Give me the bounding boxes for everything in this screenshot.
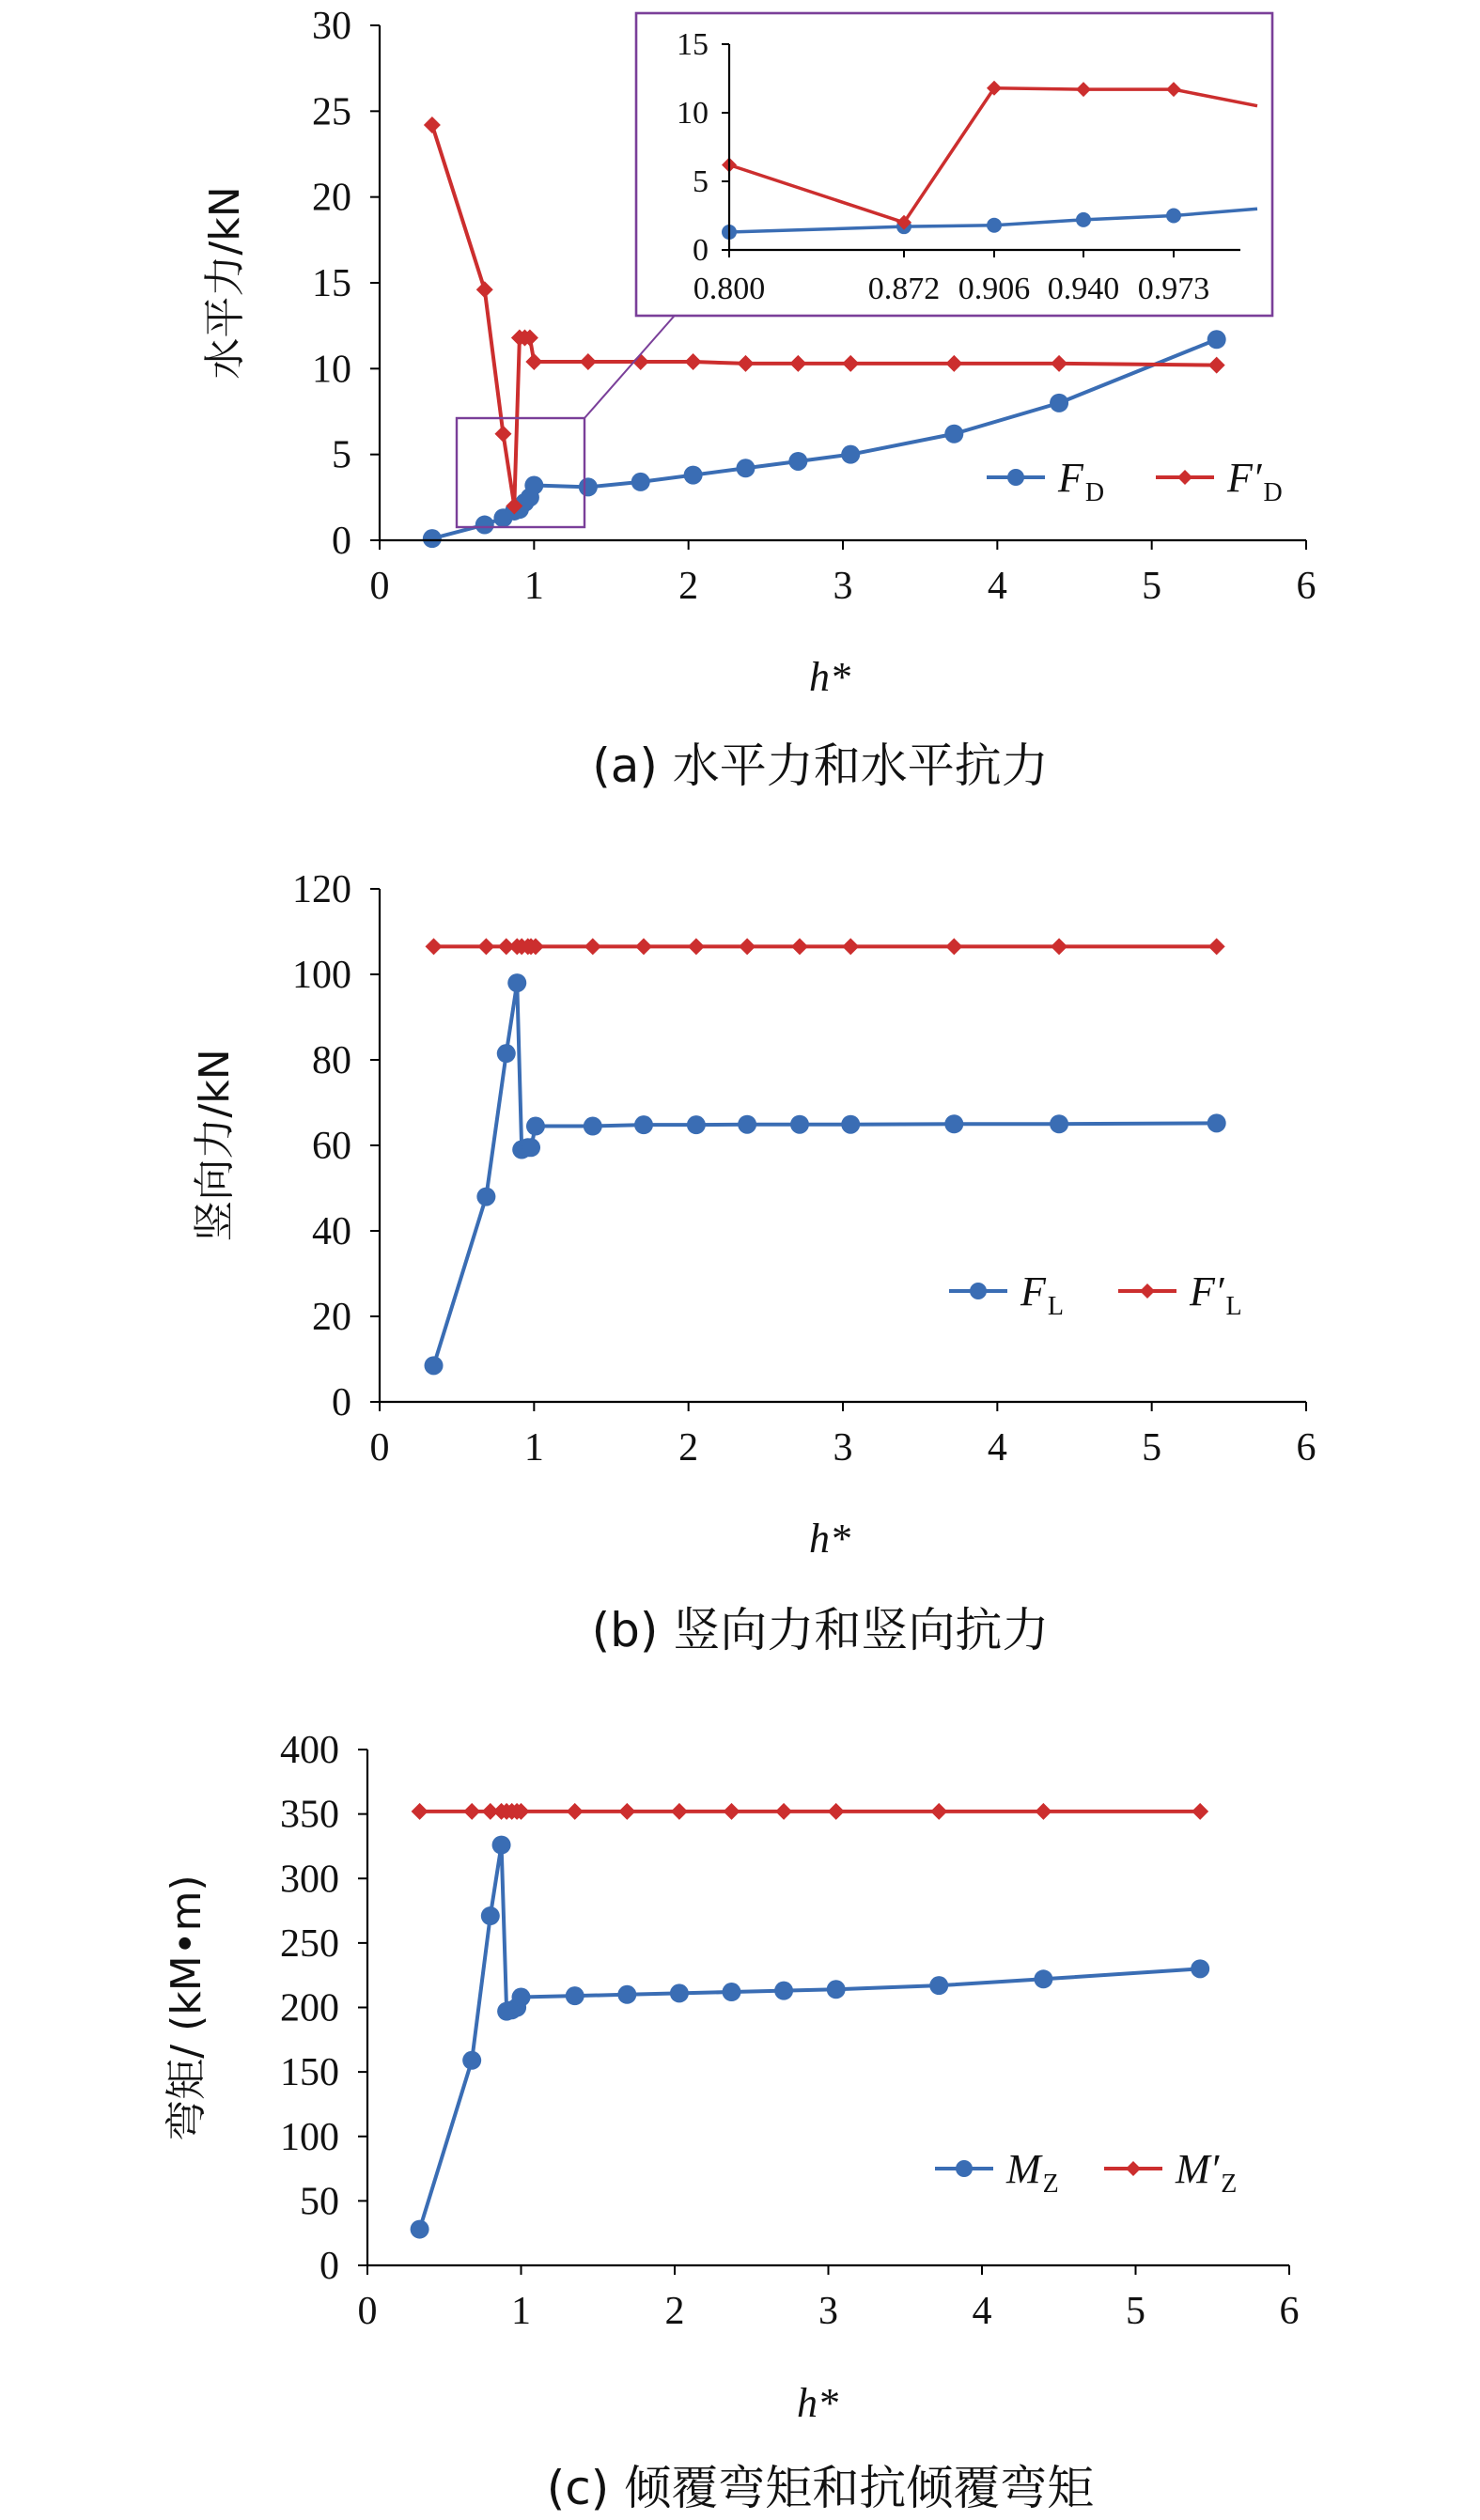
data-point	[634, 1115, 653, 1134]
x-tick-label: 1	[511, 2290, 531, 2333]
data-point	[1035, 1803, 1052, 1820]
legend-label	[1057, 455, 1104, 507]
data-point	[723, 1803, 740, 1820]
y-tick-label: 100	[280, 2115, 339, 2159]
inset-y-tick-label: 10	[677, 96, 709, 131]
data-point	[424, 117, 441, 133]
data-point	[945, 938, 962, 955]
x-tick-label: 5	[1142, 1426, 1162, 1470]
x-tick-label: 2	[678, 565, 699, 608]
legend-label-sub: D	[1084, 478, 1105, 507]
data-point	[1051, 355, 1067, 372]
y-tick-label: 200	[280, 1986, 339, 2030]
legend-label	[1020, 1268, 1064, 1321]
data-point	[475, 516, 494, 535]
caption-c: (c) 倾覆弯矩和抗倾覆弯矩	[546, 2461, 1095, 2515]
data-point	[522, 1138, 540, 1157]
x-axis-title-c: h*	[797, 2380, 838, 2426]
data-point	[512, 1988, 531, 2007]
data-point	[1207, 330, 1226, 349]
inset-y-tick-label: 5	[693, 164, 709, 199]
data-point	[736, 459, 755, 477]
data-point	[492, 1836, 511, 1855]
legend-label	[1226, 455, 1283, 507]
data-point	[426, 938, 443, 955]
legend-label	[1189, 1268, 1242, 1321]
legend-label-main: F	[1020, 1268, 1046, 1314]
legend-marker	[1007, 469, 1024, 486]
inset-x-tick-label: 0.940	[1047, 272, 1120, 306]
x-tick-label: 5	[1142, 565, 1162, 608]
y-tick-label: 20	[312, 1296, 351, 1339]
y-axis-title-b: 竖向力/kN	[191, 1049, 239, 1242]
data-point	[930, 1803, 947, 1820]
inset-data-point	[987, 218, 1002, 233]
inset-data-point	[1166, 209, 1181, 224]
data-point	[1192, 1803, 1208, 1820]
y-tick-label: 15	[312, 262, 351, 305]
data-point	[944, 1114, 963, 1133]
legend-label-main: F	[1058, 455, 1083, 501]
x-tick-label: 3	[833, 565, 853, 608]
data-point	[476, 281, 493, 298]
caption-a: (a) 水平力和水平抗力	[592, 739, 1049, 793]
series-line	[432, 339, 1217, 538]
data-point	[507, 973, 526, 992]
legend-label-sub: Z	[1042, 2170, 1059, 2199]
x-axis-title-a: h*	[809, 654, 850, 700]
data-point	[525, 353, 542, 370]
data-point	[671, 1803, 688, 1820]
x-tick-label: 4	[987, 565, 1007, 608]
y-tick-label: 10	[312, 348, 351, 392]
data-point	[1050, 394, 1068, 412]
x-axis-title-b: h*	[809, 1516, 850, 1562]
x-tick-label: 0	[369, 1426, 390, 1470]
chart-panel-b	[191, 868, 1316, 1657]
caption-b: (b) 竖向力和竖向抗力	[591, 1603, 1050, 1657]
data-point	[477, 938, 494, 955]
data-point	[944, 425, 963, 443]
x-tick-label: 0	[357, 2290, 378, 2333]
x-tick-label: 6	[1296, 1426, 1316, 1470]
data-point	[790, 1115, 809, 1134]
data-point	[670, 1983, 689, 2002]
y-tick-label: 0	[319, 2245, 339, 2288]
data-point	[579, 477, 598, 496]
x-tick-label: 2	[678, 1426, 699, 1470]
data-point	[827, 1980, 846, 1999]
data-point	[945, 355, 962, 372]
y-tick-label: 150	[280, 2051, 339, 2095]
legend-marker	[1177, 470, 1192, 485]
data-point	[526, 1117, 545, 1136]
inset-y-tick-label: 0	[693, 233, 709, 268]
x-tick-label: 0	[369, 565, 390, 608]
legend-label-main: M′	[1176, 2146, 1220, 2192]
series-line	[434, 983, 1217, 1365]
data-point	[774, 1982, 793, 2000]
legend-c	[935, 2146, 1237, 2199]
inset-data-point	[1076, 212, 1091, 227]
legend-label-main: M	[1006, 2146, 1041, 2192]
x-tick-label: 5	[1126, 2290, 1145, 2333]
data-point	[567, 1803, 584, 1820]
data-point	[722, 1983, 740, 2001]
x-tick-label: 4	[987, 1426, 1007, 1470]
legend-label-sub: Z	[1221, 2170, 1238, 2199]
inset-panel	[636, 13, 1272, 316]
legend-marker	[956, 2160, 973, 2177]
data-point	[842, 938, 859, 955]
y-tick-label: 350	[280, 1793, 339, 1837]
legend-label	[1005, 2146, 1059, 2199]
x-tick-label: 1	[523, 1426, 544, 1470]
x-tick-label: 2	[664, 2290, 685, 2333]
chart-panel-a	[201, 5, 1316, 793]
data-point	[841, 1115, 860, 1134]
legend-label-sub: L	[1047, 1292, 1064, 1321]
y-tick-label: 400	[280, 1729, 339, 1772]
y-tick-label: 30	[312, 5, 351, 48]
chart-panel-c	[163, 1729, 1300, 2515]
legend-a	[987, 455, 1283, 507]
y-tick-label: 250	[280, 1921, 339, 1966]
legend-marker	[970, 1283, 987, 1299]
data-point	[617, 1985, 636, 2004]
legend-marker	[1140, 1283, 1155, 1299]
data-point	[684, 466, 703, 485]
data-point	[685, 353, 702, 370]
data-point	[580, 353, 597, 370]
inset-x-tick-label: 0.906	[958, 272, 1031, 306]
data-point	[1208, 938, 1225, 955]
y-tick-label: 50	[300, 2180, 339, 2224]
data-point	[635, 938, 652, 955]
data-point	[687, 1115, 706, 1134]
data-point	[423, 529, 442, 548]
y-tick-label: 300	[280, 1858, 339, 1902]
data-point	[1207, 1113, 1226, 1132]
data-point	[842, 355, 859, 372]
data-point	[411, 2220, 429, 2239]
legend-marker	[1126, 2161, 1141, 2176]
data-point	[497, 1044, 516, 1063]
data-point	[841, 445, 860, 464]
legend-label-main: F′	[1190, 1268, 1224, 1314]
data-point	[481, 1906, 500, 1925]
y-tick-label: 80	[312, 1039, 351, 1082]
data-point	[1051, 938, 1067, 955]
data-point	[618, 1803, 635, 1820]
legend-b	[949, 1268, 1242, 1321]
data-point	[1050, 1114, 1068, 1133]
y-axis-title-a: 水平力/kN	[201, 186, 249, 380]
x-tick-label: 1	[523, 565, 544, 608]
legend-label	[1175, 2146, 1237, 2199]
x-tick-label: 4	[972, 2290, 992, 2333]
y-axis-title-c: 弯矩/ (kM•m)	[163, 1874, 210, 2141]
data-point	[524, 476, 543, 495]
x-tick-label: 3	[818, 2290, 838, 2333]
y-tick-label: 5	[332, 433, 351, 477]
series-line	[420, 1845, 1201, 2230]
data-point	[476, 1188, 495, 1206]
data-point	[584, 938, 601, 955]
x-tick-label: 3	[833, 1426, 853, 1470]
data-point	[425, 1356, 444, 1375]
y-tick-label: 100	[292, 954, 351, 997]
y-tick-label: 0	[332, 1381, 351, 1424]
data-point	[737, 355, 754, 372]
data-point	[929, 1976, 948, 1995]
inset-x-tick-label: 0.872	[867, 272, 941, 306]
data-point	[566, 1986, 584, 2005]
data-point	[631, 473, 650, 491]
data-point	[688, 938, 705, 955]
data-point	[791, 938, 808, 955]
data-point	[789, 355, 806, 372]
y-tick-label: 120	[292, 868, 351, 911]
data-point	[1034, 1969, 1052, 1988]
x-tick-label: 6	[1279, 2290, 1300, 2333]
data-point	[1208, 357, 1225, 374]
data-point	[788, 452, 807, 471]
y-tick-label: 0	[332, 520, 351, 563]
x-tick-label: 6	[1296, 565, 1316, 608]
data-point	[1191, 1959, 1209, 1978]
inset-x-tick-label: 0.800	[693, 272, 766, 306]
inset-y-tick-label: 15	[677, 27, 709, 62]
data-point	[412, 1803, 428, 1820]
data-point	[584, 1117, 602, 1136]
data-point	[738, 1115, 756, 1134]
legend-label-sub: L	[1225, 1292, 1242, 1321]
y-tick-label: 40	[312, 1210, 351, 1253]
data-point	[462, 2051, 481, 2070]
legend-label-main: F′	[1227, 455, 1262, 501]
data-point	[494, 426, 511, 443]
inset-x-tick-label: 0.973	[1137, 272, 1210, 306]
legend-label-sub: D	[1263, 478, 1283, 507]
y-tick-label: 60	[312, 1125, 351, 1168]
data-point	[828, 1803, 845, 1820]
y-tick-label: 20	[312, 176, 351, 220]
data-point	[463, 1803, 480, 1820]
data-point	[775, 1803, 792, 1820]
data-point	[739, 938, 756, 955]
y-tick-label: 25	[312, 90, 351, 134]
